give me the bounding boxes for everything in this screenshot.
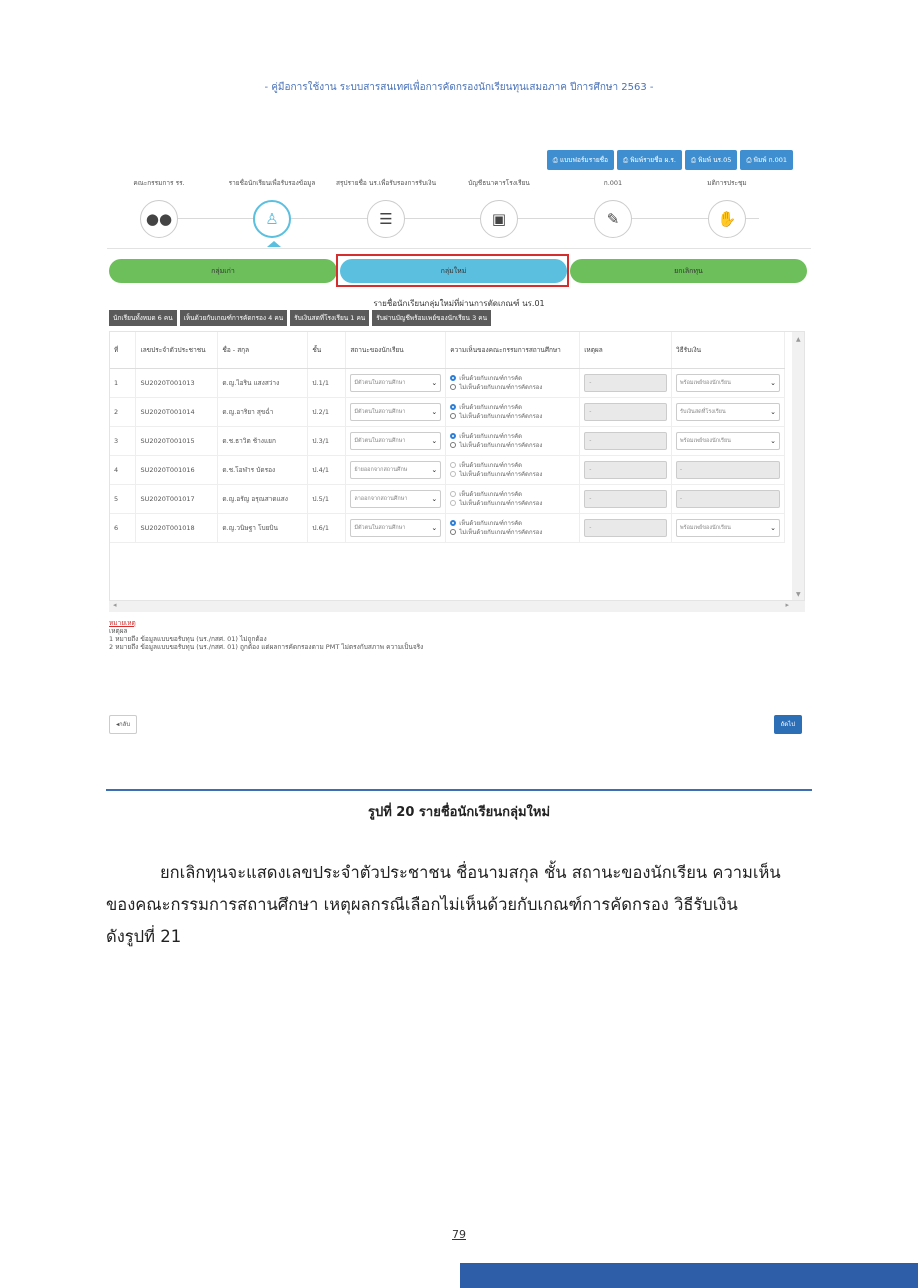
cell-reason [580,368,672,397]
remarks-heading: หมายเหตุ [109,619,136,627]
status-select[interactable] [350,374,441,392]
opinion-agree-label: เห็นด้วยกับเกณฑ์การคัด [459,374,522,382]
cell-reason [580,397,672,426]
radio-agree[interactable] [450,520,456,526]
reason-field: - [584,519,667,537]
cell-reason [580,455,672,484]
radio-agree [450,462,456,468]
student-table-container [109,331,805,601]
reason-field: - [584,403,667,421]
chevron-down-icon: ⌄ [770,407,776,416]
table-row [110,455,785,484]
caption-rule [106,789,812,791]
chevron-down-icon: ⌄ [770,378,776,387]
count-badge: รับผ่านบัญชีพร้อมเพย์ของนักเรียน 3 คน [372,310,491,326]
cell-name: ด.ญ.อรัญ อรุณสาดแสง [218,484,308,513]
cell-opinion [446,513,580,542]
body-paragraph [106,857,812,953]
cell-opinion [446,484,580,513]
step-label-resolution: มติการประชุม [707,179,747,187]
chevron-down-icon: ⌄ [770,436,776,445]
payment-select[interactable] [676,432,780,450]
remarks [109,619,423,651]
col-id: เลขประจำตัวประชาชน [136,332,218,368]
step-label-committee: คณะกรรมการ รร. [133,179,185,187]
chevron-down-icon: ⌄ [431,494,438,503]
remarks-line: 2 หมายถึง ข้อมูลแบบขอรับทุน (นร./กสศ. 01) ถูกต้อง แต่ผลการคัดกรองตาม PMT ไม่ตรงกับสภาพ ความเป็นจริง [109,643,424,651]
cell-status [346,455,446,484]
back-button[interactable]: ◂กลับ [109,715,137,734]
payment-select[interactable] [676,403,780,421]
step-resolution[interactable] [708,200,746,238]
body-line: ของคณะกรรมการสถานศึกษา เหตุผลกรณีเลือกไม่เห็นด้วยกับเกณฑ์การคัดกรอง วิธีรับเงิน [106,895,738,914]
step-label-student-list: รายชื่อนักเรียนเพื่อรับรองข้อมูล [228,179,316,187]
step-label-summary: สรุปรายชื่อ นร.เพื่อรับรองการรับเงิน [335,179,437,187]
print-form-button[interactable]: ⎙ แบบฟอร์มรายชื่อ [547,150,614,170]
chevron-down-icon: ⌄ [431,378,438,387]
cell-name: ด.ช.โอฬาร บัดรอง [218,455,308,484]
handshake-icon: ✋ [717,210,737,228]
opinion-agree-option[interactable] [450,432,575,441]
opinion-disagree-label: ไม่เห็นด้วยกับเกณฑ์การคัดกรอง [459,412,543,420]
scroll-up-icon[interactable]: ▲ [796,336,801,343]
vertical-scrollbar[interactable] [792,332,804,601]
step-label-k001: ก.001 [603,179,623,187]
cell-grade: ป.4/1 [308,455,346,484]
payment-select-value: รับเงินสดที่โรงเรียน [680,408,726,415]
scroll-down-icon[interactable]: ▼ [796,591,801,598]
print-list-button[interactable]: ⎙ พิมพ์รายชื่อ ผ.ร. [617,150,682,170]
opinion-disagree-label: ไม่เห็นด้วยกับเกณฑ์การคัดกรอง [459,470,543,478]
cell-no: 6 [110,513,136,542]
cell-grade: ป.3/1 [308,426,346,455]
cell-status [346,484,446,513]
cell-opinion [446,397,580,426]
cell-no: 2 [110,397,136,426]
col-grade: ชั้น [308,332,346,368]
count-badge: รับเงินสดที่โรงเรียน 1 คน [290,310,369,326]
payment-select-value: พร้อมเพย์ของนักเรียน [680,524,731,531]
cell-opinion [446,426,580,455]
step-bank[interactable] [480,200,518,238]
step-committee[interactable] [140,200,178,238]
cell-payment [672,513,785,542]
printer-icon: ⎙ [746,156,754,164]
cell-name: ด.ญ.วนิษฐา โบยบิน [218,513,308,542]
opinion-disagree-option [450,499,575,508]
radio-disagree[interactable] [450,442,456,448]
cell-id: SU2020T001015 [136,426,218,455]
status-select[interactable] [350,461,441,479]
cell-id: SU2020T001017 [136,484,218,513]
col-name: ชื่อ - สกุล [218,332,308,368]
reason-field: - [584,432,667,450]
radio-disagree[interactable] [450,529,456,535]
cell-no: 5 [110,484,136,513]
cell-payment [672,426,785,455]
payment-select [676,461,780,479]
table-row [110,513,785,542]
status-select[interactable] [350,403,441,421]
opinion-disagree-option[interactable] [450,412,575,421]
col-status: สถานะของนักเรียน [346,332,446,368]
status-select-value: มีตัวตนในสถานศึกษา [354,524,406,531]
status-select-value: มีตัวตนในสถานศึกษา [354,408,406,415]
status-select-value: มีตัวตนในสถานศึกษา [354,437,406,444]
screenshot-figure [107,148,811,738]
opinion-disagree-label: ไม่เห็นด้วยกับเกณฑ์การคัดกรอง [459,441,543,449]
radio-disagree [450,500,456,506]
opinion-agree-label: เห็นด้วยกับเกณฑ์การคัด [459,519,522,527]
cell-status [346,513,446,542]
figure-caption: รูปที่ 20 รายชื่อนักเรียนกลุ่มใหม่ [367,805,551,820]
chevron-down-icon: ⌄ [431,436,438,445]
radio-disagree [450,471,456,477]
cell-name: ด.ช.ธาวิต ช้างแยก [218,426,308,455]
print-k001-button[interactable]: ⎙ พิมพ์ ก.001 [740,150,793,170]
status-select[interactable] [350,432,441,450]
highlight-box [336,254,569,287]
reason-field: - [584,374,667,392]
printer-icon: ⎙ [552,156,560,164]
step-student-list[interactable] [253,200,291,238]
opinion-disagree-label: ไม่เห็นด้วยกับเกณฑ์การคัดกรอง [459,499,543,507]
radio-agree[interactable] [450,433,456,439]
cell-id: SU2020T001014 [136,397,218,426]
status-select-value: ย้ายออกจากสถานศึกษ [354,466,408,473]
cell-grade: ป.6/1 [308,513,346,542]
opinion-agree-label: เห็นด้วยกับเกณฑ์การคัด [459,403,522,411]
scroll-right-icon[interactable]: ▸ [785,601,789,609]
status-select-value: ลาออกจากสถานศึกษา [354,495,408,502]
opinion-disagree-label: ไม่เห็นด้วยกับเกณฑ์การคัดกรอง [459,528,543,536]
cell-opinion [446,455,580,484]
radio-agree [450,491,456,497]
step-connector [159,218,759,219]
payment-select-value: พร้อมเพย์ของนักเรียน [680,437,731,444]
active-step-pointer [267,241,281,247]
body-line: ยกเลิกทุนจะแสดงเลขประจำตัวประชาชน ชื่อนามสกุล ชั้น สถานะของนักเรียน ความเห็น [160,863,781,882]
cell-reason [580,426,672,455]
count-badge: เห็นด้วยกับเกณฑ์การคัดกรอง 4 คน [180,310,287,326]
tab-old-group[interactable]: กลุ่มเก่า [109,259,337,283]
pencil-icon: ✎ [606,210,620,228]
payment-select[interactable] [676,374,780,392]
chevron-down-icon: ⌄ [431,407,438,416]
cell-no: 1 [110,368,136,397]
radio-disagree[interactable] [450,413,456,419]
cell-status [346,397,446,426]
chevron-down-icon: ⌄ [770,523,776,532]
cell-reason [580,513,672,542]
opinion-agree-label: เห็นด้วยกับเกณฑ์การคัด [459,461,522,469]
table-row [110,368,785,397]
table-row [110,426,785,455]
reason-field: - [584,490,667,508]
opinion-disagree-label: ไม่เห็นด้วยกับเกณฑ์การคัดกรอง [459,383,543,391]
cell-no: 4 [110,455,136,484]
opinion-agree-option[interactable] [450,374,575,383]
radio-disagree[interactable] [450,384,456,390]
cell-id: SU2020T001013 [136,368,218,397]
student-table [110,332,785,543]
user-icon: ♙ [265,210,279,228]
tab-new-group[interactable]: กลุ่มใหม่ [340,259,567,283]
payment-select [676,490,780,508]
cell-payment [672,455,785,484]
list-title: รายชื่อนักเรียนกลุ่มใหม่ที่ผ่านการตัดเกณฑ์ นร.01 [373,299,545,308]
step-wizard [107,178,811,248]
opinion-disagree-option [450,470,575,479]
chevron-down-icon: ⌄ [431,523,438,532]
print-nr05-button[interactable]: ⎙ พิมพ์ นร.05 [685,150,737,170]
divider [107,248,811,249]
opinion-agree-label: เห็นด้วยกับเกณฑ์การคัด [459,490,522,498]
cell-status [346,426,446,455]
chevron-down-icon: ⌄ [431,465,438,474]
cell-payment [672,484,785,513]
cell-grade: ป.5/1 [308,484,346,513]
payment-select-value: - [680,495,683,502]
cell-opinion [446,368,580,397]
cell-id: SU2020T001016 [136,455,218,484]
footer-bar [460,1263,918,1288]
cell-reason [580,484,672,513]
payment-select-value: - [680,466,683,473]
step-summary[interactable] [367,200,405,238]
printer-icon: ⎙ [622,156,631,164]
horizontal-scrollbar[interactable] [109,601,805,612]
print-toolbar [547,150,793,170]
tab-cancel-scholarship[interactable]: ยกเลิกทุน [570,259,807,283]
opinion-disagree-option[interactable] [450,441,575,450]
cell-status [346,368,446,397]
status-select[interactable] [350,519,441,537]
reason-field: - [584,461,667,479]
opinion-agree-option [450,461,575,470]
printer-icon: ⎙ [690,156,699,164]
payment-select-value: พร้อมเพย์ของนักเรียน [680,379,731,386]
status-select-value: มีตัวตนในสถานศึกษา [354,379,406,386]
col-no: ที่ [110,332,136,368]
page-number: 79 [452,1228,466,1241]
opinion-agree-option[interactable] [450,403,575,412]
opinion-agree-label: เห็นด้วยกับเกณฑ์การคัด [459,432,522,440]
cell-payment [672,368,785,397]
cell-payment [672,397,785,426]
step-k001[interactable] [594,200,632,238]
count-badge: นักเรียนทั้งหมด 6 คน [109,310,177,326]
remarks-line: เหตุผล [109,627,128,635]
cell-no: 3 [110,426,136,455]
list-icon: ☰ [379,210,393,228]
payment-select[interactable] [676,519,780,537]
table-row [110,484,785,513]
col-opinion: ความเห็นของคณะกรรมการสถานศึกษา [446,332,580,368]
col-payment: วิธีรับเงิน [672,332,785,368]
cell-grade: ป.2/1 [308,397,346,426]
step-label-bank: บัญชีธนาคารโรงเรียน [468,179,530,187]
body-line: ดังรูปที่ 21 [106,927,182,946]
count-badges [109,310,491,326]
cell-name: ด.ญ.ไอริน แสงสว่าง [218,368,308,397]
remarks-line: 1 หมายถึง ข้อมูลแบบขอรับทุน (นร./กสศ. 01) ไม่ถูกต้อง [109,635,267,643]
opinion-disagree-option[interactable] [450,528,575,537]
radio-agree[interactable] [450,375,456,381]
scroll-left-icon[interactable]: ◂ [113,601,117,609]
document-header: - คู่มือการใช้งาน ระบบสารสนเทศเพื่อการคัดกรองนักเรียนทุนเสมอภาค ปีการศึกษา 2563 - [264,82,654,93]
users-icon: ●● [145,210,173,228]
money-icon: ▣ [491,210,507,228]
table-row [110,397,785,426]
next-button[interactable]: ถัดไป [774,715,802,734]
cell-id: SU2020T001018 [136,513,218,542]
opinion-disagree-option[interactable] [450,383,575,392]
cell-name: ด.ญ.อาริยา สุขฉ่ำ [218,397,308,426]
opinion-agree-option[interactable] [450,519,575,528]
status-select[interactable] [350,490,441,508]
opinion-agree-option [450,490,575,499]
cell-grade: ป.1/1 [308,368,346,397]
col-reason: เหตุผล [580,332,672,368]
table-header-row [110,332,785,368]
radio-agree[interactable] [450,404,456,410]
